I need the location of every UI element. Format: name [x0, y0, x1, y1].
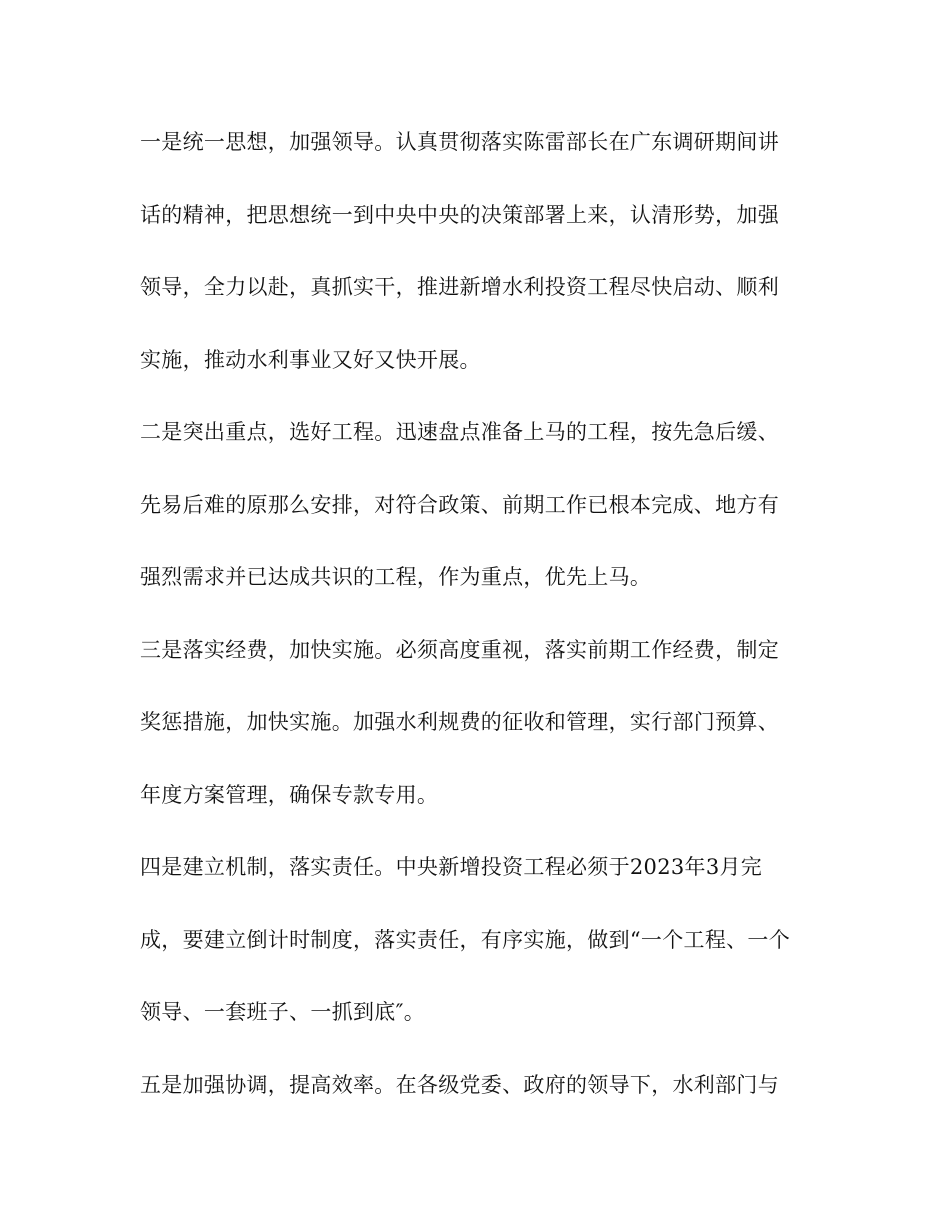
text-line: 奖惩措施，加快实施。加强水利规费的征收和管理，实行部门预算、: [140, 710, 779, 734]
text-line: 四是建立机制，落实责任。中央新增投资工程必须于2023年3月完: [140, 855, 763, 879]
text-line: 实施，推动水利事业又好又快开展。: [140, 348, 481, 372]
text-line: 领导、一套班子、一抓到底″。: [140, 1000, 426, 1024]
text-line: 话的精神，把思想统一到中央中央的决策部署上来，认清形势，加强: [140, 203, 779, 227]
text-line: 五是加强协调，提高效率。在各级党委、政府的领导下，水利部门与: [140, 1073, 779, 1097]
text-line: 三是落实经费，加快实施。必须高度重视，落实前期工作经费，制定: [140, 638, 779, 662]
text-line: 二是突出重点，选好工程。迅速盘点准备上马的工程，按先急后缓、: [140, 420, 779, 444]
text-line: 年度方案管理，确保专款专用。: [140, 783, 439, 807]
text-line: 领导，全力以赴，真抓实干，推进新增水利投资工程尽快启动、顺利: [140, 275, 779, 299]
text-line: 成，要建立倒计时制度，落实责任，有序实施，做到“一个工程、一个: [140, 928, 791, 952]
text-line: 先易后难的原那么安排，对符合政策、前期工作已根本完成、地方有: [140, 493, 779, 517]
text-line: 强烈需求并已达成共识的工程，作为重点，优先上马。: [140, 565, 652, 589]
text-line: 一是统一思想，加强领导。认真贯彻落实陈雷部长在广东调研期间讲: [140, 130, 779, 154]
